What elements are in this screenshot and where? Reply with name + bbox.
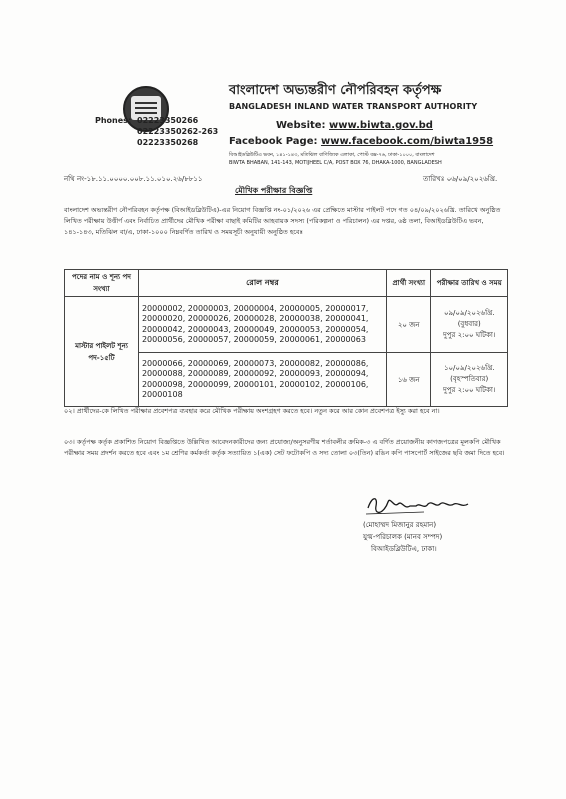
org-name-english: BANGLADESH INLAND WATER TRANSPORT AUTHORITY (229, 102, 478, 111)
table-header-row (65, 270, 508, 297)
website-label: Website: (276, 120, 326, 131)
website-link[interactable]: www.biwta.gov.bd (329, 120, 433, 131)
candidate-count-cell: ২০ জন (387, 297, 431, 353)
facebook-link[interactable]: www.facebook.com/biwta1958 (320, 136, 494, 147)
exam-day: (বুধবার) (457, 320, 481, 328)
facebook-line (229, 136, 493, 147)
exam-schedule-table (64, 269, 508, 407)
signatory-name: (মোহাম্মদ মিজানুর রহমান) (363, 521, 437, 529)
roll-numbers-cell: 20000002, 20000003, 20000004, 20000005, 20000017, 20000020, 20000026, 20000028, 20000038, 20000041, 20000042, 20000043, 20000049, 20000053, 20000054, 20000056, 20000057, 20000059, 20000061, 20000063 (138, 297, 386, 353)
facebook-label: Facebook Page: (229, 136, 318, 147)
memo-reference: নথি নং-১৮.১১.০০০০.০০৮.১১.০১০.২৬/৮৮১১ (64, 175, 203, 183)
org-name-bangla: বাংলাদেশ অভ্যন্তরীণ নৌপরিবহন কর্তৃপক্ষ (229, 83, 442, 98)
signatory-designation: যুগ্ম-পরিচালক (মানব সম্পদ) (363, 533, 443, 541)
exam-time: দুপুর ২:০০ ঘটিকা। (443, 386, 496, 394)
memo-date: তারিখঃ ০৬/০৯/২০২৬খ্রি. (423, 175, 498, 183)
address-english: BIWTA BHABAN, 141-143, MOTIJHEEL C/A, POST BOX 76, DHAKA-1000, BANGLADESH (229, 160, 442, 166)
exam-date-cell (431, 353, 508, 407)
post-name-cell: মাস্টার পাইলট শূন্য পদ-১৫টি (65, 297, 139, 407)
memo-subject: মৌখিক পরীক্ষার বিজ্ঞপ্তি (235, 186, 313, 195)
exam-date: ০৯/০৯/২০২৬খ্রি. (443, 309, 495, 317)
phones-label: Phones: (95, 116, 132, 125)
signatory-office: বিআইডব্লিউটিএ, ঢাকা। (371, 545, 437, 553)
table-header: প্রার্থী সংখ্যা (387, 270, 431, 297)
exam-date: ১০/০৯/২০২৬খ্রি. (443, 364, 495, 372)
paragraph-intro: বাংলাদেশ অভ্যন্তরীণ নৌপরিবহন কর্তৃপক্ষ (বিআইডব্লিউটিএ)-এর নিয়োগ বিজ্ঞপ্তি নং-০১/২০২৬ এর প্রেক্ষিতে মাস্টার পাইলট পদে গত ০৪/০৯/২০২৬খ্রি. তারিখে অনুষ্ঠিত লিখিত পরীক্ষায় উত্তীর্ণ এবং নির্বাচিত প্রার্থীদের মৌখিক পরীক্ষা বাছাই কমিটির আহবায়ক সদস্য (পরিকল্পনা ও পরিচালন) এর দপ্তর, ৬ষ্ঠ তলা, বিআইডব্লিউটিএ ভবন, ১৪১-১৪৩, মতিঝিল বা/এ, ঢাকা-১০০০ নিম্নবর্ণিত তারিখ ও সময়সূচী অনুযায়ী অনুষ্ঠিত হবেঃ (64, 206, 501, 236)
table-header: পরীক্ষার তারিখ ও সময় (431, 270, 508, 297)
paragraph-admit-card: ০২। প্রার্থীদের-কে লিখিত পরীক্ষার প্রবেশপত্র ব্যবহার করে মৌখিক পরীক্ষায় অংশগ্রহণ করতে হবে। নতুন করে আর কোন প্রবেশপত্র ইস্যু করা হবে না। (64, 407, 440, 415)
exam-day: (বৃহস্পতিবার) (450, 375, 489, 383)
phone-number: 02223350262-263 (137, 127, 219, 136)
roll-numbers-cell: 20000066, 20000069, 20000073, 20000082, 20000086, 20000088, 20000089, 20000092, 20000093, 20000094, 20000098, 20000099, 20000101, 20000102, 20000106, 20000108 (138, 353, 386, 407)
exam-date-cell (431, 297, 508, 353)
phone-number: 02223350266 (137, 116, 199, 125)
biwta-logo (123, 86, 169, 132)
table-row (65, 297, 508, 353)
candidate-count-cell: ১৬ জন (387, 353, 431, 407)
address-bangla: বিআইডব্লিউটিএ ভবন, ১৪১-১৪৩, মতিঝিল বাণিজ্যিক এলাকা, পোস্ট বক্স-৭৬, ঢাকা-১০০০, বাংলাদেশ (229, 152, 435, 158)
website-line (276, 120, 433, 131)
paragraph-documents: ০৩। কর্তৃপক্ষ কর্তৃক প্রকাশিত নিয়োগ বিজ্ঞপ্তিতে উল্লিখিত আবেদনকারীদের জন্য প্রযোজ্য/অনুসরণীয় শর্তাবলীর ক্রমিক-৩ এ বর্ণিত প্রয়োজনীয় কাগজপত্রের মূলকপি মৌখিক পরীক্ষার সময় প্রদর্শন করতে হবে এবং ১ম শ্রেণির কর্মকর্তা কর্তৃক সত্যায়িত ১(এক) সেট ফটোকপি ও সদ্য তোলা ০৩(তিন) রঙিন কপি পাসপোর্ট সাইজের ছবি জমা দিতে হবে। (64, 438, 505, 457)
phone-number: 02223350268 (137, 138, 199, 147)
table-header: রোল নম্বর (138, 270, 386, 297)
table-header: পদের নাম ও শূন্য পদ সংখ্যা (65, 270, 139, 297)
exam-time: দুপুর ২:০০ ঘটিকা। (443, 331, 496, 339)
handwritten-signature (364, 494, 476, 518)
